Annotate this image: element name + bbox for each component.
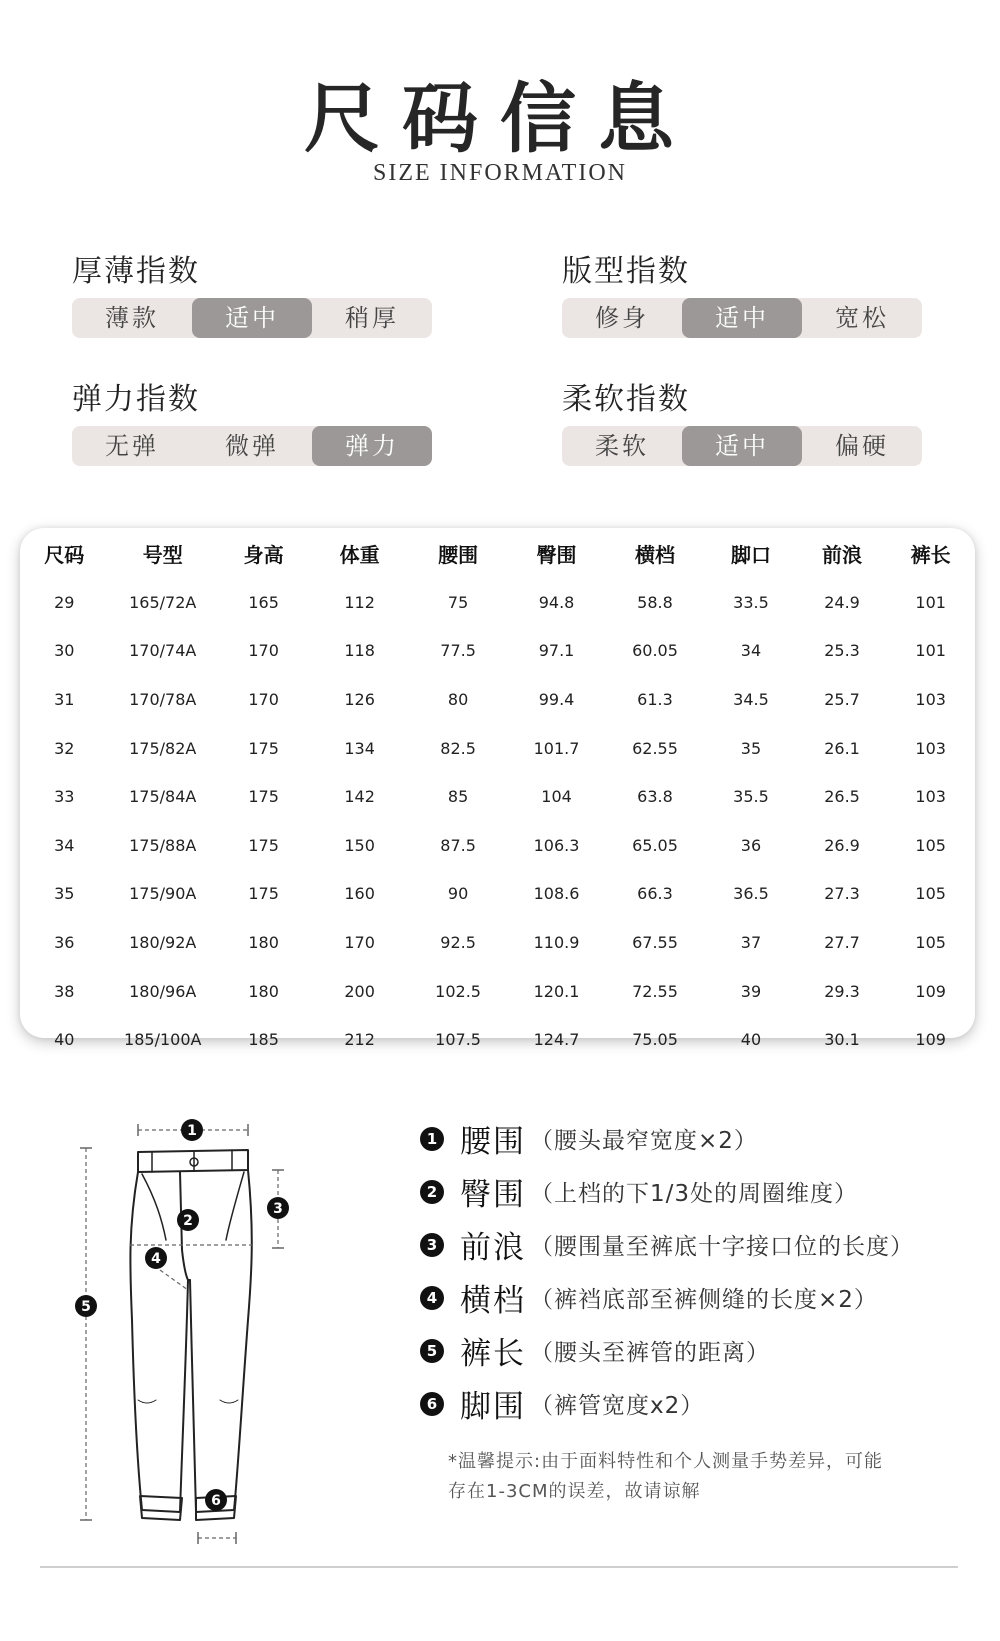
table-cell: 25.3 xyxy=(824,641,860,661)
index-option-selected: 适中 xyxy=(682,298,802,338)
table-cell: 175/90A xyxy=(129,884,197,904)
table-cell: 175 xyxy=(248,835,279,855)
table-cell: 200 xyxy=(344,981,375,1001)
column-header: 前浪 xyxy=(822,542,863,567)
table-cell: 27.7 xyxy=(824,932,860,952)
table-cell: 40 xyxy=(54,1030,75,1050)
pants-right-leg xyxy=(190,1170,252,1512)
table-cell: 35 xyxy=(740,738,762,758)
table-cell: 170/78A xyxy=(129,689,197,709)
page-title: 尺码信息 xyxy=(304,74,696,163)
table-cell: 75 xyxy=(447,592,469,612)
column-header: 身高 xyxy=(243,542,284,567)
table-cell: 124.7 xyxy=(533,1030,580,1050)
legend-desc: （裤裆底部至裤侧缝的长度×2） xyxy=(530,1287,878,1313)
table-cell: 170 xyxy=(248,641,279,661)
column-header: 号型 xyxy=(142,542,183,567)
table-cell: 170 xyxy=(248,689,279,709)
table-cell: 118 xyxy=(344,641,375,661)
table-row xyxy=(20,772,975,821)
tip-note xyxy=(448,1447,948,1507)
table-cell: 109 xyxy=(915,1030,946,1050)
table-cell: 77.5 xyxy=(440,641,476,661)
table-cell: 66.3 xyxy=(637,884,673,904)
table-cell: 24.9 xyxy=(824,592,860,612)
legend-item xyxy=(420,1324,980,1377)
table-cell: 134 xyxy=(344,738,375,758)
table-cell: 99.4 xyxy=(538,689,575,709)
index-option: 无弹 xyxy=(105,432,159,460)
legend-item xyxy=(420,1377,980,1430)
legend-desc: （腰头至裤管的距离） xyxy=(530,1340,770,1366)
table-cell: 104 xyxy=(541,787,572,807)
index-option-selected: 弹力 xyxy=(312,426,432,466)
table-cell: 80 xyxy=(447,689,469,709)
table-cell: 180 xyxy=(248,932,279,952)
table-cell: 37 xyxy=(740,932,762,952)
legend-item xyxy=(420,1112,980,1165)
tip-line-1: *温馨提示:由于面料特性和个人测量手势差异，可能 xyxy=(448,1451,884,1472)
table-cell: 142 xyxy=(344,787,375,807)
table-cell: 30.1 xyxy=(824,1030,860,1050)
index-title: 版型指数 xyxy=(562,254,690,289)
legend-name: 脚围 xyxy=(460,1389,526,1425)
table-cell: 36 xyxy=(740,835,762,855)
table-cell: 34.5 xyxy=(733,689,769,709)
table-cell: 175 xyxy=(248,787,279,807)
table-cell: 102.5 xyxy=(435,981,481,1001)
table-cell: 29.3 xyxy=(824,981,860,1001)
table-cell: 105 xyxy=(915,932,946,952)
table-cell: 108.6 xyxy=(533,884,580,904)
table-cell: 101 xyxy=(915,641,946,661)
table-cell: 180/96A xyxy=(129,981,197,1001)
table-cell: 26.5 xyxy=(824,787,860,807)
table-cell: 180 xyxy=(248,981,279,1001)
table-cell: 103 xyxy=(915,689,946,709)
table-cell: 160 xyxy=(344,884,375,904)
table-cell: 26.1 xyxy=(824,738,860,758)
table-cell: 112 xyxy=(344,592,375,612)
index-option-selected: 适中 xyxy=(192,298,312,338)
legend-number: 2 xyxy=(420,1180,444,1204)
table-cell: 33 xyxy=(54,787,75,807)
table-cell: 61.3 xyxy=(637,689,673,709)
table-cell: 31 xyxy=(54,689,75,709)
table-cell: 35.5 xyxy=(733,787,769,807)
table-row xyxy=(20,870,975,919)
index-option: 偏硬 xyxy=(835,432,889,460)
table-cell: 90 xyxy=(447,884,469,904)
size-table xyxy=(20,528,975,1050)
legend-desc: （裤管宽度x2） xyxy=(530,1393,705,1419)
table-cell: 35 xyxy=(54,884,75,904)
table-cell: 185 xyxy=(248,1030,279,1050)
legend-number: 6 xyxy=(420,1392,444,1416)
table-cell: 62.55 xyxy=(632,738,678,758)
index-option-bar xyxy=(72,298,432,338)
table-cell: 33.5 xyxy=(733,592,769,612)
table-row xyxy=(20,578,975,627)
table-cell: 110.9 xyxy=(533,932,580,952)
table-row xyxy=(20,675,975,724)
table-cell: 106.3 xyxy=(533,835,580,855)
legend-number: 3 xyxy=(420,1233,444,1257)
table-cell: 36 xyxy=(54,932,75,952)
column-header: 横档 xyxy=(634,542,675,567)
table-cell: 85 xyxy=(447,787,469,807)
legend-number: 4 xyxy=(420,1286,444,1310)
index-fit xyxy=(562,252,922,338)
table-cell: 165/72A xyxy=(129,592,197,612)
table-cell: 212 xyxy=(344,1030,375,1050)
table-cell: 120.1 xyxy=(533,981,580,1001)
column-header: 脚口 xyxy=(730,542,771,567)
table-cell: 29 xyxy=(54,592,75,612)
table-cell: 38 xyxy=(54,981,75,1001)
table-row xyxy=(20,821,975,870)
table-cell: 185/100A xyxy=(124,1030,202,1050)
index-softness xyxy=(562,380,922,466)
legend-name: 前浪 xyxy=(460,1230,526,1266)
table-cell: 25.7 xyxy=(824,689,860,709)
table-cell: 103 xyxy=(915,787,946,807)
tip-line-2: 存在1-3CM的误差，故请谅解 xyxy=(448,1481,701,1502)
legend-item xyxy=(420,1218,980,1271)
table-cell: 101 xyxy=(915,592,946,612)
legend-desc: （上档的下1/3处的周圈维度） xyxy=(530,1181,859,1207)
legend-name: 腰围 xyxy=(460,1124,526,1160)
table-cell: 82.5 xyxy=(440,738,476,758)
index-option: 修身 xyxy=(595,304,649,332)
table-cell: 105 xyxy=(915,835,946,855)
table-row xyxy=(20,967,975,1016)
index-option: 微弹 xyxy=(225,432,279,460)
marker-2: 2 xyxy=(183,1213,193,1229)
table-cell: 175/82A xyxy=(129,738,197,758)
table-cell: 175/88A xyxy=(129,835,197,855)
column-header: 尺码 xyxy=(44,542,85,567)
column-header: 裤长 xyxy=(910,542,951,567)
marker-3: 3 xyxy=(273,1201,283,1217)
table-row xyxy=(20,918,975,967)
table-cell: 170 xyxy=(344,932,375,952)
table-cell: 101.7 xyxy=(533,738,580,758)
column-header: 臀围 xyxy=(536,542,577,567)
legend-name: 裤长 xyxy=(460,1336,526,1372)
measurement-legend xyxy=(420,1112,980,1430)
index-option: 宽松 xyxy=(835,304,889,332)
table-header-row xyxy=(20,528,975,578)
index-option: 柔软 xyxy=(595,432,649,460)
table-cell: 63.8 xyxy=(637,787,673,807)
index-title: 柔软指数 xyxy=(562,382,690,417)
table-cell: 60.05 xyxy=(632,641,678,661)
table-cell: 30 xyxy=(54,641,75,661)
index-thickness xyxy=(72,252,432,338)
index-option-bar xyxy=(562,298,922,338)
table-cell: 26.9 xyxy=(824,835,860,855)
table-cell: 32 xyxy=(54,738,75,758)
table-row xyxy=(20,627,975,676)
table-cell: 175 xyxy=(248,884,279,904)
legend-desc: （腰围量至裤底十字接口位的长度） xyxy=(530,1234,914,1260)
table-cell: 36.5 xyxy=(733,884,769,904)
table-cell: 175/84A xyxy=(129,787,197,807)
table-cell: 34 xyxy=(740,641,762,661)
table-row xyxy=(20,724,975,773)
table-cell: 72.55 xyxy=(632,981,678,1001)
table-cell: 97.1 xyxy=(538,641,575,661)
index-elasticity xyxy=(72,380,432,466)
table-cell: 92.5 xyxy=(440,932,476,952)
column-header: 体重 xyxy=(339,542,380,567)
table-cell: 109 xyxy=(915,981,946,1001)
column-header: 腰围 xyxy=(438,542,479,567)
legend-name: 横档 xyxy=(460,1283,526,1319)
table-cell: 170/74A xyxy=(129,641,197,661)
index-option-selected: 适中 xyxy=(682,426,802,466)
bottom-divider xyxy=(40,1566,958,1568)
table-cell: 27.3 xyxy=(824,884,860,904)
table-cell: 94.8 xyxy=(538,592,575,612)
table-cell: 75.05 xyxy=(632,1030,678,1050)
marker-1: 1 xyxy=(187,1123,197,1139)
legend-number: 1 xyxy=(420,1127,444,1151)
table-cell: 105 xyxy=(915,884,946,904)
marker-6: 6 xyxy=(211,1493,221,1509)
table-cell: 65.05 xyxy=(632,835,678,855)
legend-name: 臀围 xyxy=(460,1177,526,1213)
table-cell: 67.55 xyxy=(632,932,678,952)
index-option-bar xyxy=(562,426,922,466)
table-row xyxy=(20,1015,975,1064)
page-subtitle: SIZE INFORMATION xyxy=(373,160,627,186)
table-cell: 165 xyxy=(248,592,279,612)
legend-item xyxy=(420,1271,980,1324)
legend-number: 5 xyxy=(420,1339,444,1363)
pants-diagram xyxy=(70,1100,310,1540)
legend-desc: （腰头最窄宽度×2） xyxy=(530,1128,758,1154)
table-cell: 175 xyxy=(248,738,279,758)
legend-item xyxy=(420,1165,980,1218)
table-cell: 103 xyxy=(915,738,946,758)
index-title: 弹力指数 xyxy=(72,382,200,417)
table-cell: 58.8 xyxy=(637,592,673,612)
table-cell: 180/92A xyxy=(129,932,197,952)
index-option: 薄款 xyxy=(105,304,159,332)
marker-4: 4 xyxy=(151,1251,161,1267)
table-cell: 39 xyxy=(740,981,762,1001)
index-option-bar xyxy=(72,426,432,466)
table-cell: 40 xyxy=(740,1030,762,1050)
index-option: 稍厚 xyxy=(345,304,399,332)
table-cell: 126 xyxy=(344,689,375,709)
table-cell: 87.5 xyxy=(440,835,476,855)
index-title: 厚薄指数 xyxy=(72,254,200,289)
table-cell: 150 xyxy=(344,835,375,855)
table-cell: 107.5 xyxy=(435,1030,481,1050)
marker-5: 5 xyxy=(81,1299,91,1315)
table-cell: 34 xyxy=(54,835,75,855)
